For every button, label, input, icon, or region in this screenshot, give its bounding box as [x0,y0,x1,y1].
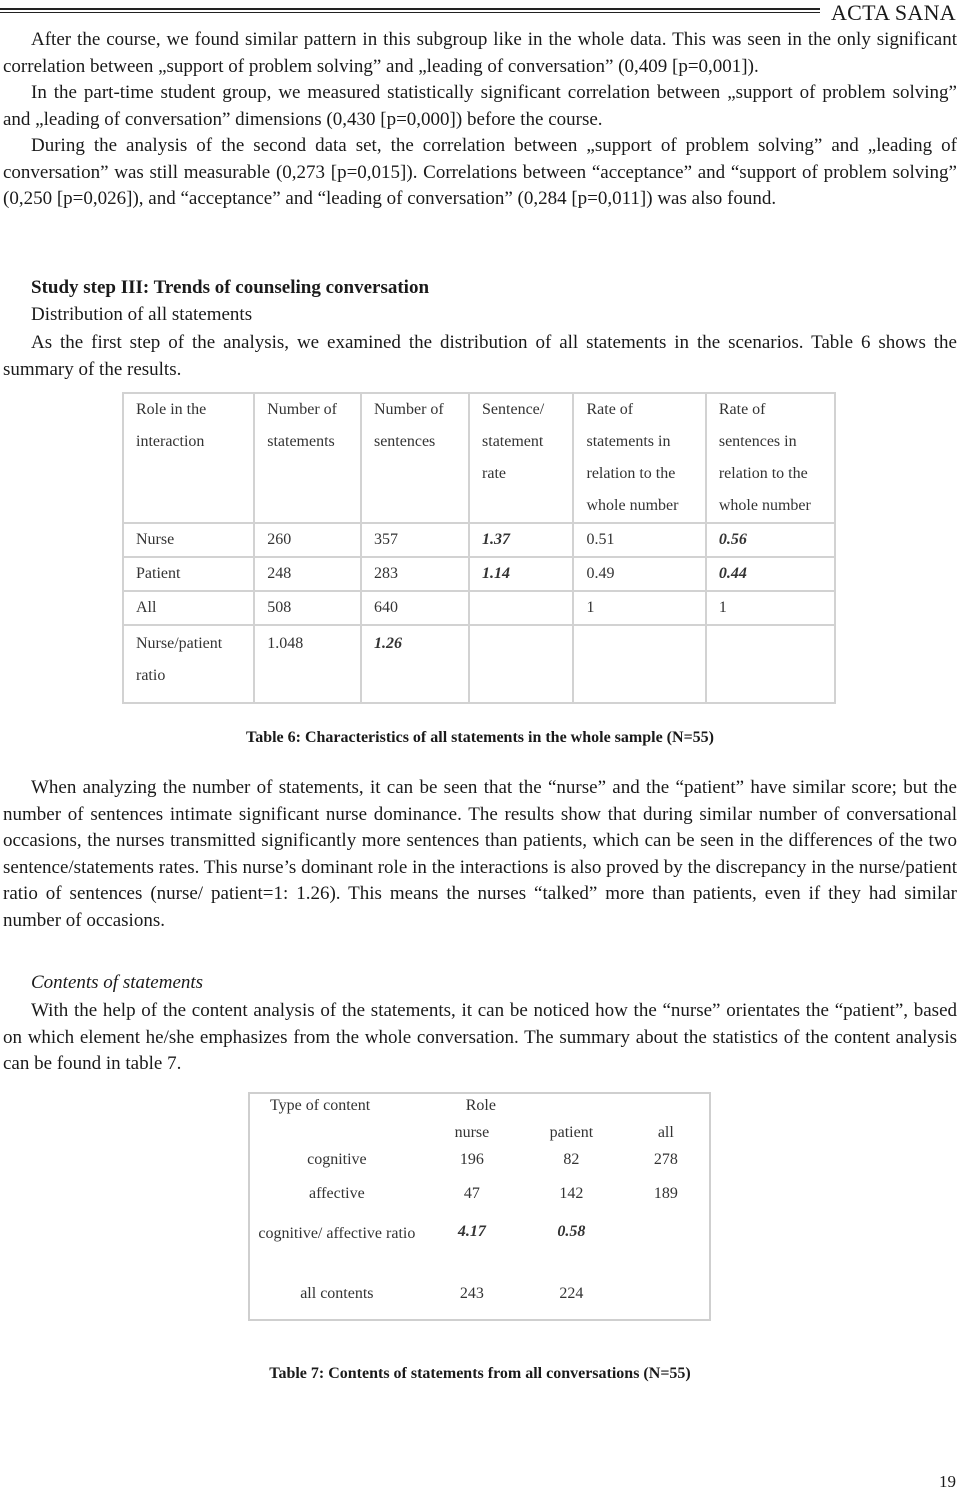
table-row [123,591,835,625]
table-cell: 4.17 [457,1223,486,1240]
table-header-cell: Rate of sentences in relation to the whole number [706,393,835,523]
table-cell: 196 [459,1151,484,1168]
table-cell [623,1285,710,1320]
table-row [123,557,835,591]
table-cell: cognitive/ affective ratio [258,1225,416,1242]
table-cell: 1 [573,591,705,625]
table-cell: Nurse/patient ratio [123,625,254,703]
table-cell: cognitive [307,1151,367,1168]
table-cell: Nurse [123,523,254,557]
paragraph: When analyzing the number of statements, it can be seen that the “nurse” and the “patient” have similar score; but the number of sentences intimate significant nurse dominance. The results show that during similar number of conversational occasions, the nurses transmitted significantly more sentences than patients, which can be seen in the differences of the two sentence/statements rates. This nurse’s dominant role in the interactions is also proved by the discrepancy in the nurse/patient ratio of sentences (nurse/ patient=1: 1.26). This means the nurses “talked” more than patients, even if they had similar number of occasions. [3,777,957,931]
table-header-cell: nurse [454,1124,490,1141]
table-cell: 0.56 [706,523,835,557]
table-cell: All [123,591,254,625]
table-row [249,1223,710,1285]
table-cell: 1 [706,591,835,625]
table-header-cell: Number of statements [254,393,361,523]
table-subheader-row [249,1124,710,1151]
table-cell: 82 [563,1151,580,1168]
table-cell: 47 [463,1185,480,1202]
table-cell: Patient [123,557,254,591]
table-cell: 0.58 [557,1223,586,1240]
table-cell: 248 [254,557,361,591]
table-cell: 278 [653,1151,678,1168]
table-cell: 142 [559,1185,584,1202]
table-row [249,1185,710,1223]
table-cell: all contents [300,1285,374,1302]
paragraph: After the course, we found similar pattern in this subgroup like in the whole data. This was seen in the only significant correlation between „support of problem solving” and „leading of conversation” (0,409 [p=0,001]). [3,29,957,77]
page-number: 19 [939,1472,956,1491]
table-cell: 224 [559,1285,584,1302]
table-cell: 243 [459,1285,484,1302]
table-row [249,1285,710,1320]
table-cell: 357 [361,523,469,557]
body-text [3,330,957,383]
table-header-cell: Type of content [270,1097,371,1114]
table-cell: 508 [254,591,361,625]
table-6 [122,392,836,704]
subsection-heading: Distribution of all statements [31,304,253,325]
table-header-row [249,1093,710,1124]
table-6-caption: Table 6: Characteristics of all statements in the whole sample (N=55) [245,729,715,746]
table-header-cell: Role [465,1097,496,1114]
table-header-cell: patient [549,1124,594,1141]
table-7-caption: Table 7: Contents of statements from all conversations (N=55) [269,1365,691,1382]
table-cell [573,625,705,703]
table-cell [623,1223,710,1285]
paragraph: With the help of the content analysis of the statements, it can be noticed how the “nurse” orientates the “patient”, based on which element he/she emphasizes from the whole conversation. The summary about the statistics of the content analysis can be found in table 7. [3,1000,957,1074]
table-cell: 640 [361,591,469,625]
table-header-row [123,393,835,523]
table-header-cell: Number of sentences [361,393,469,523]
table-7 [248,1092,711,1321]
table-cell: 0.51 [573,523,705,557]
table-cell: 0.44 [706,557,835,591]
paragraph: In the part-time student group, we measured statistically significant correlation between „support of problem solving” and „leading of conversation” dimensions (0,430 [p=0,000]) before the course. [3,82,957,130]
table-cell: 0.49 [573,557,705,591]
body-text [3,775,957,934]
table-cell: 189 [653,1185,678,1202]
section-heading: Study step III: Trends of counseling conversation [31,277,430,298]
table-header-cell: Rate of statements in relation to the whole number [573,393,705,523]
table-header-cell: Role in the interaction [123,393,254,523]
table-row [123,625,835,703]
header-rule [0,8,820,13]
paragraph: During the analysis of the second data set, the correlation between „support of problem solving” and „leading of conversation” was still measurable (0,273 [p=0,015]). Correlations between “acceptance” and “support of problem solving” (0,250 [p=0,026]), and “acceptance” and “leading of conversation” (0,284 [p=0,011]) was also found. [3,135,957,209]
table-cell [706,625,835,703]
table-cell: affective [309,1185,365,1202]
body-text-top [3,27,957,213]
table-cell: 1.26 [361,625,469,703]
table-cell: 1.14 [469,557,573,591]
table-cell [469,591,573,625]
table-cell: 1.37 [469,523,573,557]
journal-name: ACTA SANA [830,0,956,25]
table-header-cell: all [657,1124,674,1141]
table-cell [469,625,573,703]
subsection-heading: Contents of statements [31,972,204,993]
table-row [249,1151,710,1185]
table-cell: 260 [254,523,361,557]
table-row [123,523,835,557]
paragraph: As the first step of the analysis, we examined the distribution of all statements in the scenarios. Table 6 shows the summary of the results. [3,332,957,380]
body-text [3,998,957,1078]
table-cell: 283 [361,557,469,591]
table-cell: 1.048 [254,625,361,703]
table-header-cell: Sentence/ statement rate [469,393,573,523]
